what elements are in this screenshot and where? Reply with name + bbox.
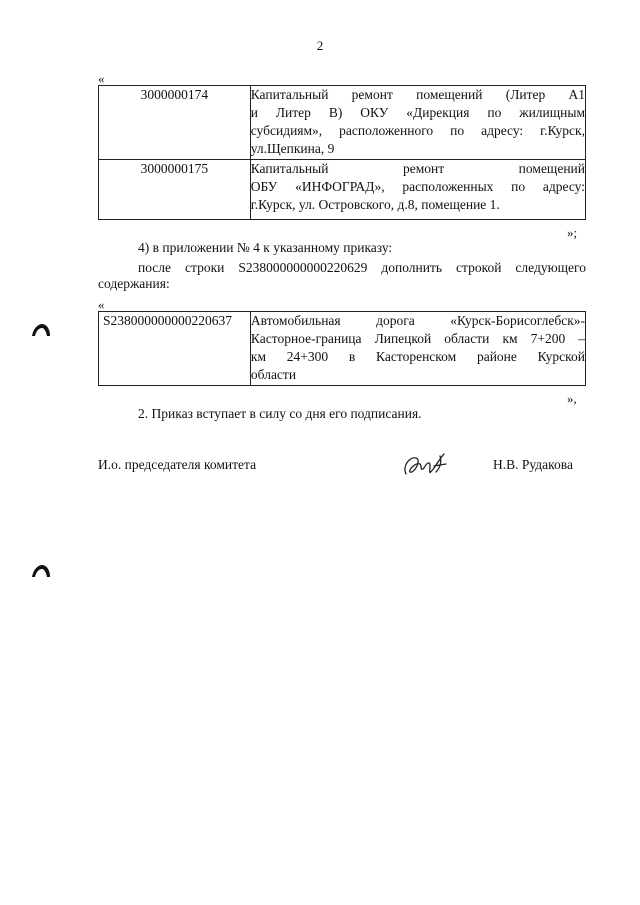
- page-number: 2: [316, 38, 324, 53]
- table-1: [98, 85, 586, 220]
- table-cell-code: 3000000175: [99, 160, 251, 220]
- desc-line: Капитальный ремонт помещений (Литер А1: [250, 87, 585, 102]
- table-row: [99, 312, 586, 386]
- close-quote-2: »,: [567, 391, 577, 406]
- table-row: [99, 86, 586, 160]
- desc-line: г.Курск, ул. Островского, д.8, помещение 1.: [250, 197, 500, 212]
- item-2-paragraph: 2. Приказ вступает в силу со дня его подписания.: [138, 406, 422, 421]
- punch-hole-mark: [30, 563, 52, 579]
- desc-line: Капитальный ремонт помещений: [250, 161, 585, 176]
- after-line-continuation: содержания:: [98, 276, 170, 291]
- open-quote-2: «: [98, 297, 105, 312]
- table-cell-code: S238000000000220637: [99, 312, 251, 386]
- signatory-position: И.о. председателя комитета: [98, 457, 257, 472]
- table-cell-description: [250, 86, 585, 160]
- desc-line: ул.Щепкина, 9: [250, 141, 335, 156]
- desc-line: и Литер В) ОКУ «Дирекция по жилищным: [250, 105, 585, 120]
- table-row: [99, 160, 586, 220]
- open-quote-1: «: [98, 71, 105, 86]
- table-cell-description: [250, 160, 585, 220]
- item-4-paragraph: 4) в приложении № 4 к указанному приказу:: [138, 240, 393, 255]
- desc-line: области: [250, 367, 297, 382]
- signatory-name: Н.В. Рудакова: [493, 457, 573, 472]
- desc-line: Автомобильная дорога «Курск-Борисоглебск»-: [250, 313, 585, 328]
- table-cell-description: [250, 312, 585, 386]
- punch-hole-mark: [30, 322, 52, 338]
- table-2: [98, 311, 586, 386]
- desc-line: Касторное-граница Липецкой области км 7+200 –: [250, 331, 585, 346]
- after-line-paragraph: после строки S238000000000220629 дополнить строкой следующего: [138, 260, 586, 275]
- desc-line: км 24+300 в Касторенском районе Курской: [250, 349, 585, 364]
- desc-line: субсидиям», расположенного по адресу: г.Курск,: [250, 123, 585, 138]
- close-quote-1: »;: [567, 225, 578, 240]
- desc-line: ОБУ «ИНФОГРАД», расположенных по адресу:: [250, 179, 585, 194]
- handwritten-signature: [400, 448, 450, 482]
- table-cell-code: 3000000174: [99, 86, 251, 160]
